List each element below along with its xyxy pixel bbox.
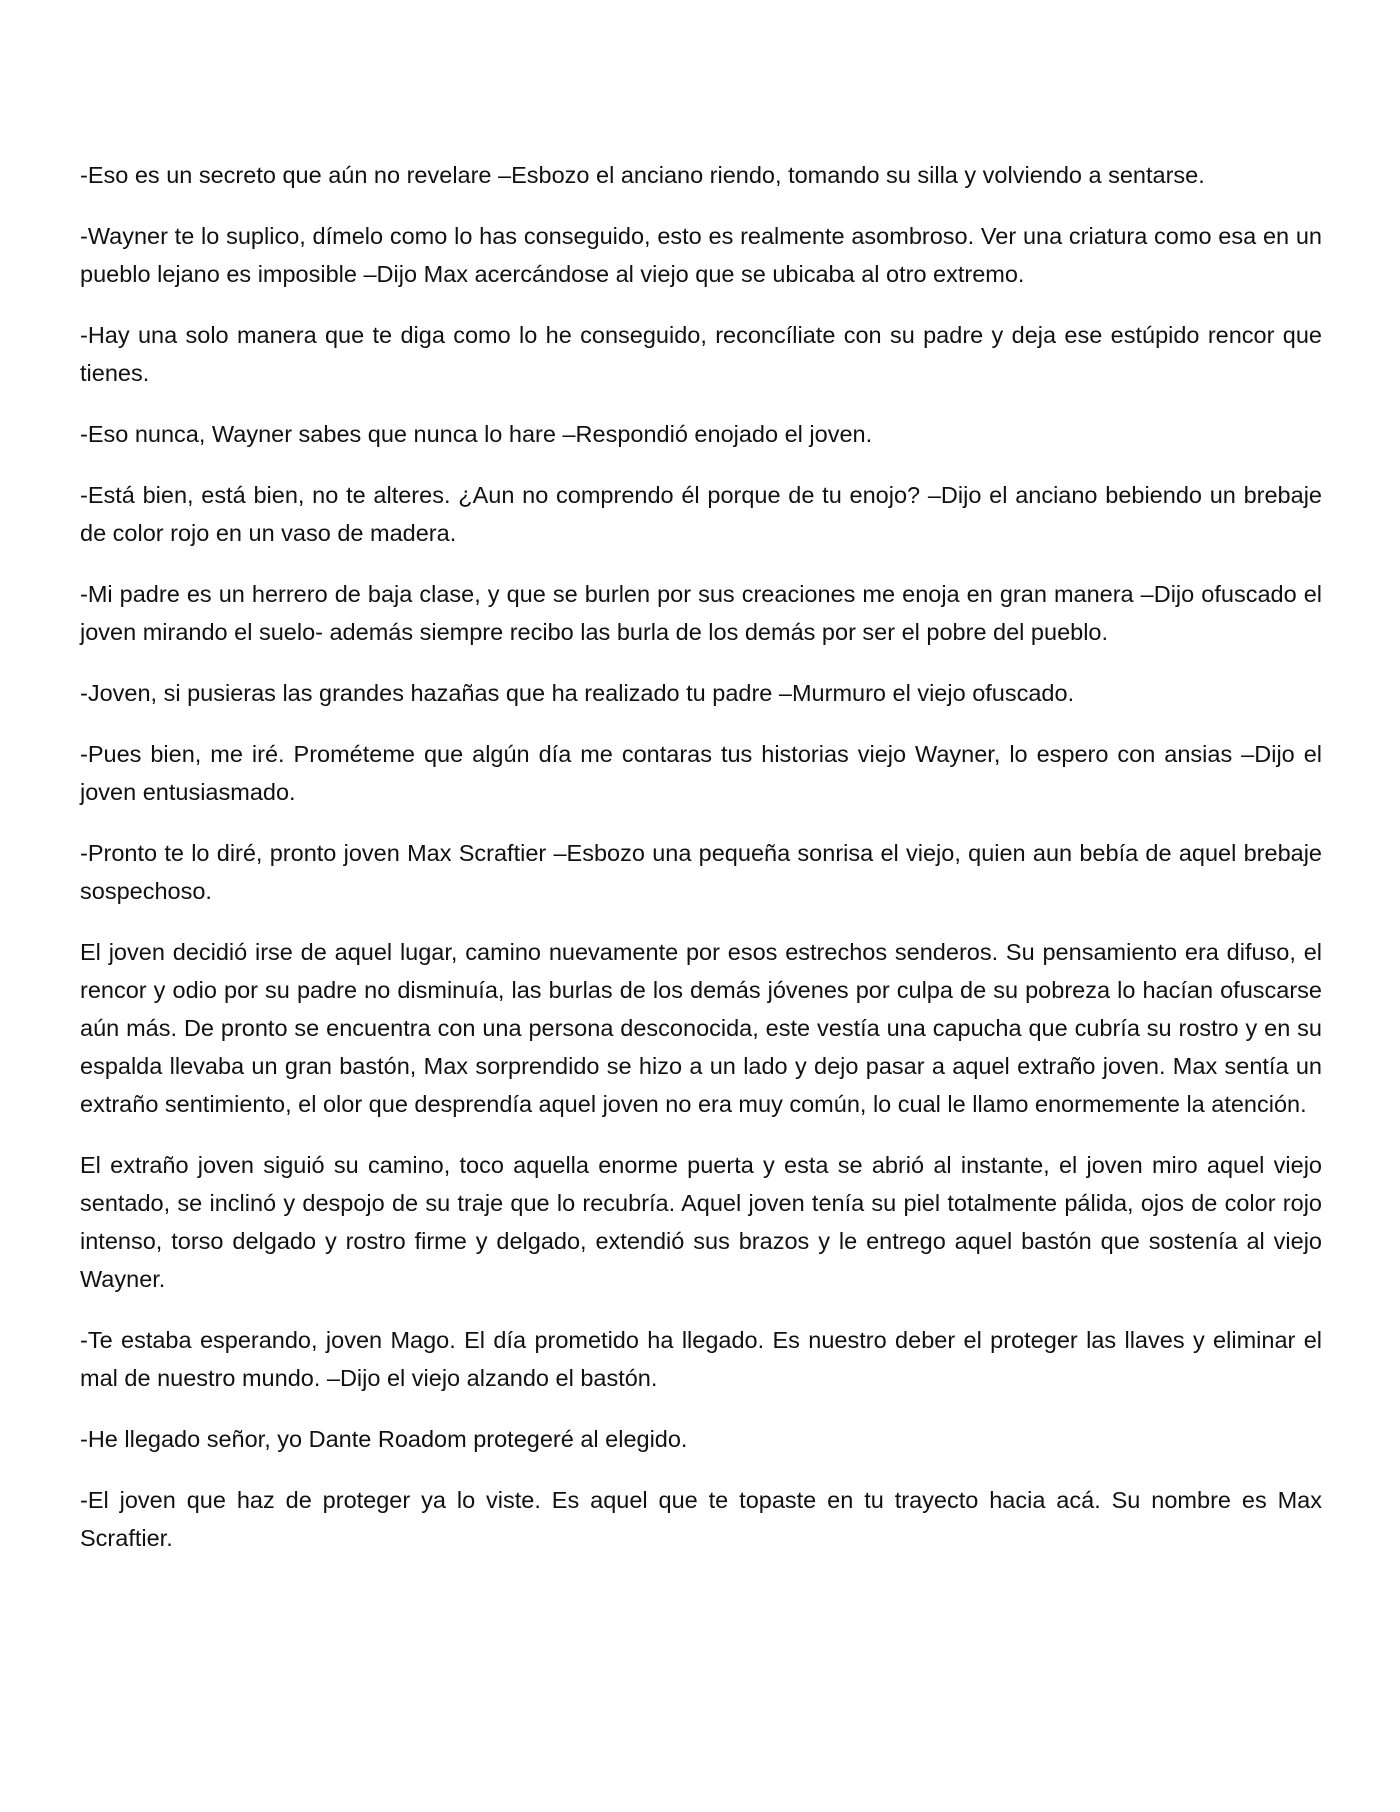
paragraph-11: El extraño joven siguió su camino, toco aquella enorme puerta y esta se abrió al instante, el joven miro aquel viejo sentado, se inclinó y despojo de su traje que lo recubría. Aquel joven tenía su piel totalmente pálida, ojos de color rojo intenso, torso delgado y rostro firme y delgado, extendió sus brazos y le entrego aquel bastón que sostenía al viejo Wayner. (80, 1152, 1322, 1292)
paragraph-2: -Wayner te lo suplico, dímelo como lo has conseguido, esto es realmente asombroso. Ver una criatura como esa en un pueblo lejano es imposible –Dijo Max acercándose al viejo que se ubicaba al otro extremo. (80, 223, 1322, 287)
paragraph-8: -Pues bien, me iré. Prométeme que algún día me contaras tus historias viejo Wayner, lo espero con ansias –Dijo el joven entusiasmado. (80, 741, 1322, 805)
document-page (80, 156, 1322, 1557)
paragraph-12: -Te estaba esperando, joven Mago. El día prometido ha llegado. Es nuestro deber el proteger las llaves y eliminar el mal de nuestro mundo. –Dijo el viejo alzando el bastón. (80, 1327, 1322, 1391)
paragraph-6: -Mi padre es un herrero de baja clase, y que se burlen por sus creaciones me enoja en gran manera –Dijo ofuscado el joven mirando el suelo- además siempre recibo las burla de los demás por ser el pobre del pueblo. (80, 581, 1322, 645)
paragraph-3: -Hay una solo manera que te diga como lo he conseguido, reconcíliate con su padre y deja ese estúpido rencor que tienes. (80, 322, 1322, 386)
paragraph-14: -El joven que haz de proteger ya lo viste. Es aquel que te topaste en tu trayecto hacia acá. Su nombre es Max Scraftier. (80, 1487, 1322, 1551)
paragraph-1: -Eso es un secreto que aún no revelare –Esbozo el anciano riendo, tomando su silla y volviendo a sentarse. (80, 162, 1205, 188)
paragraph-10: El joven decidió irse de aquel lugar, camino nuevamente por esos estrechos senderos. Su pensamiento era difuso, el rencor y odio por su padre no disminuía, las burlas de los demás jóvenes por culpa de su pobreza lo hacían ofuscarse aún más. De pronto se encuentra con una persona desconocida, este vestía una capucha que cubría su rostro y en su espalda llevaba un gran bastón, Max sorprendido se hizo a un lado y dejo pasar a aquel extraño joven. Max sentía un extraño sentimiento, el olor que desprendía aquel joven no era muy común, lo cual le llamo enormemente la atención. (80, 939, 1322, 1117)
paragraph-5: -Está bien, está bien, no te alteres. ¿Aun no comprendo él porque de tu enojo? –Dijo el anciano bebiendo un brebaje de color rojo en un vaso de madera. (80, 482, 1322, 546)
paragraph-7: -Joven, si pusieras las grandes hazañas que ha realizado tu padre –Murmuro el viejo ofuscado. (80, 680, 1075, 706)
paragraph-13: -He llegado señor, yo Dante Roadom protegeré al elegido. (80, 1426, 688, 1452)
paragraph-9: -Pronto te lo diré, pronto joven Max Scraftier –Esbozo una pequeña sonrisa el viejo, quien aun bebía de aquel brebaje sospechoso. (80, 840, 1322, 904)
paragraph-4: -Eso nunca, Wayner sabes que nunca lo hare –Respondió enojado el joven. (80, 421, 873, 447)
